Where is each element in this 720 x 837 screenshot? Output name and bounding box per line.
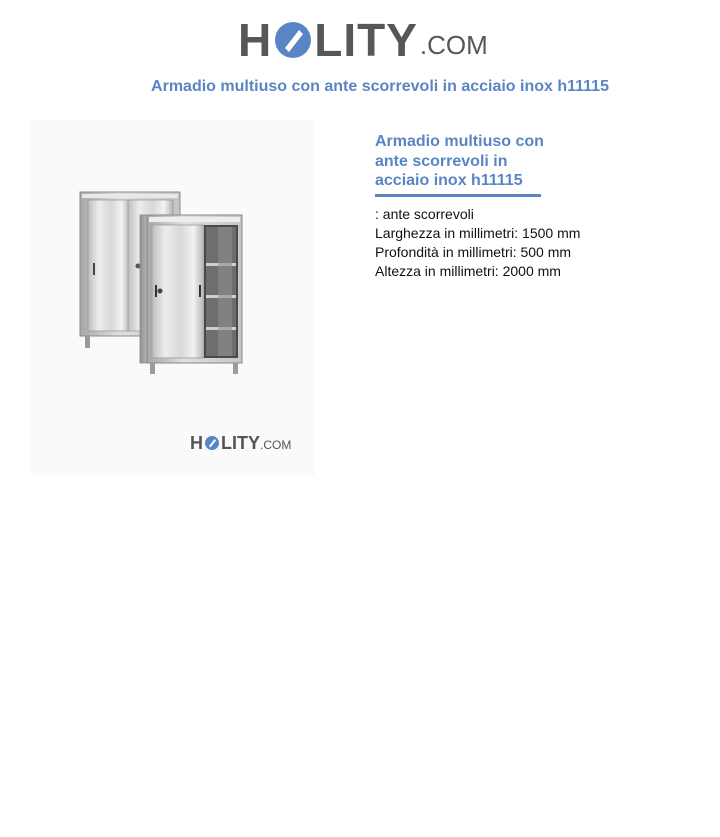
- title-underline: [375, 194, 541, 197]
- logo-letter-h: H: [238, 14, 273, 66]
- product-specs: [375, 205, 580, 281]
- watermark-letters: LITY: [221, 432, 260, 453]
- image-watermark-logo: [190, 432, 291, 454]
- product-image: [0, 115, 320, 480]
- logo-letters-lity: LITY: [314, 14, 418, 66]
- product-title-line: ante scorrevoli in: [375, 152, 508, 170]
- page-title: Armadio multiuso con ante scorrevoli in acciaio inox h11115: [151, 78, 609, 95]
- product-title-line: acciaio inox h11115: [375, 172, 523, 189]
- watermark-suffix: .COM: [260, 438, 292, 452]
- site-logo[interactable]: [238, 14, 488, 66]
- watermark-o-icon: [204, 435, 220, 451]
- product-title-line: Armadio multiuso con: [375, 133, 544, 150]
- logo-o-icon: [273, 20, 313, 60]
- spec-line: Profondità in millimetri: 500 mm: [375, 244, 572, 260]
- spec-line: Altezza in millimetri: 2000 mm: [375, 263, 561, 279]
- spec-line: Larghezza in millimetri: 1500 mm: [375, 225, 581, 241]
- product-title: [375, 132, 565, 191]
- spec-line: : ante scorrevoli: [375, 206, 474, 222]
- watermark-letter-h: H: [190, 432, 203, 453]
- front-cabinet: [140, 215, 242, 374]
- logo-suffix: .COM: [419, 29, 488, 60]
